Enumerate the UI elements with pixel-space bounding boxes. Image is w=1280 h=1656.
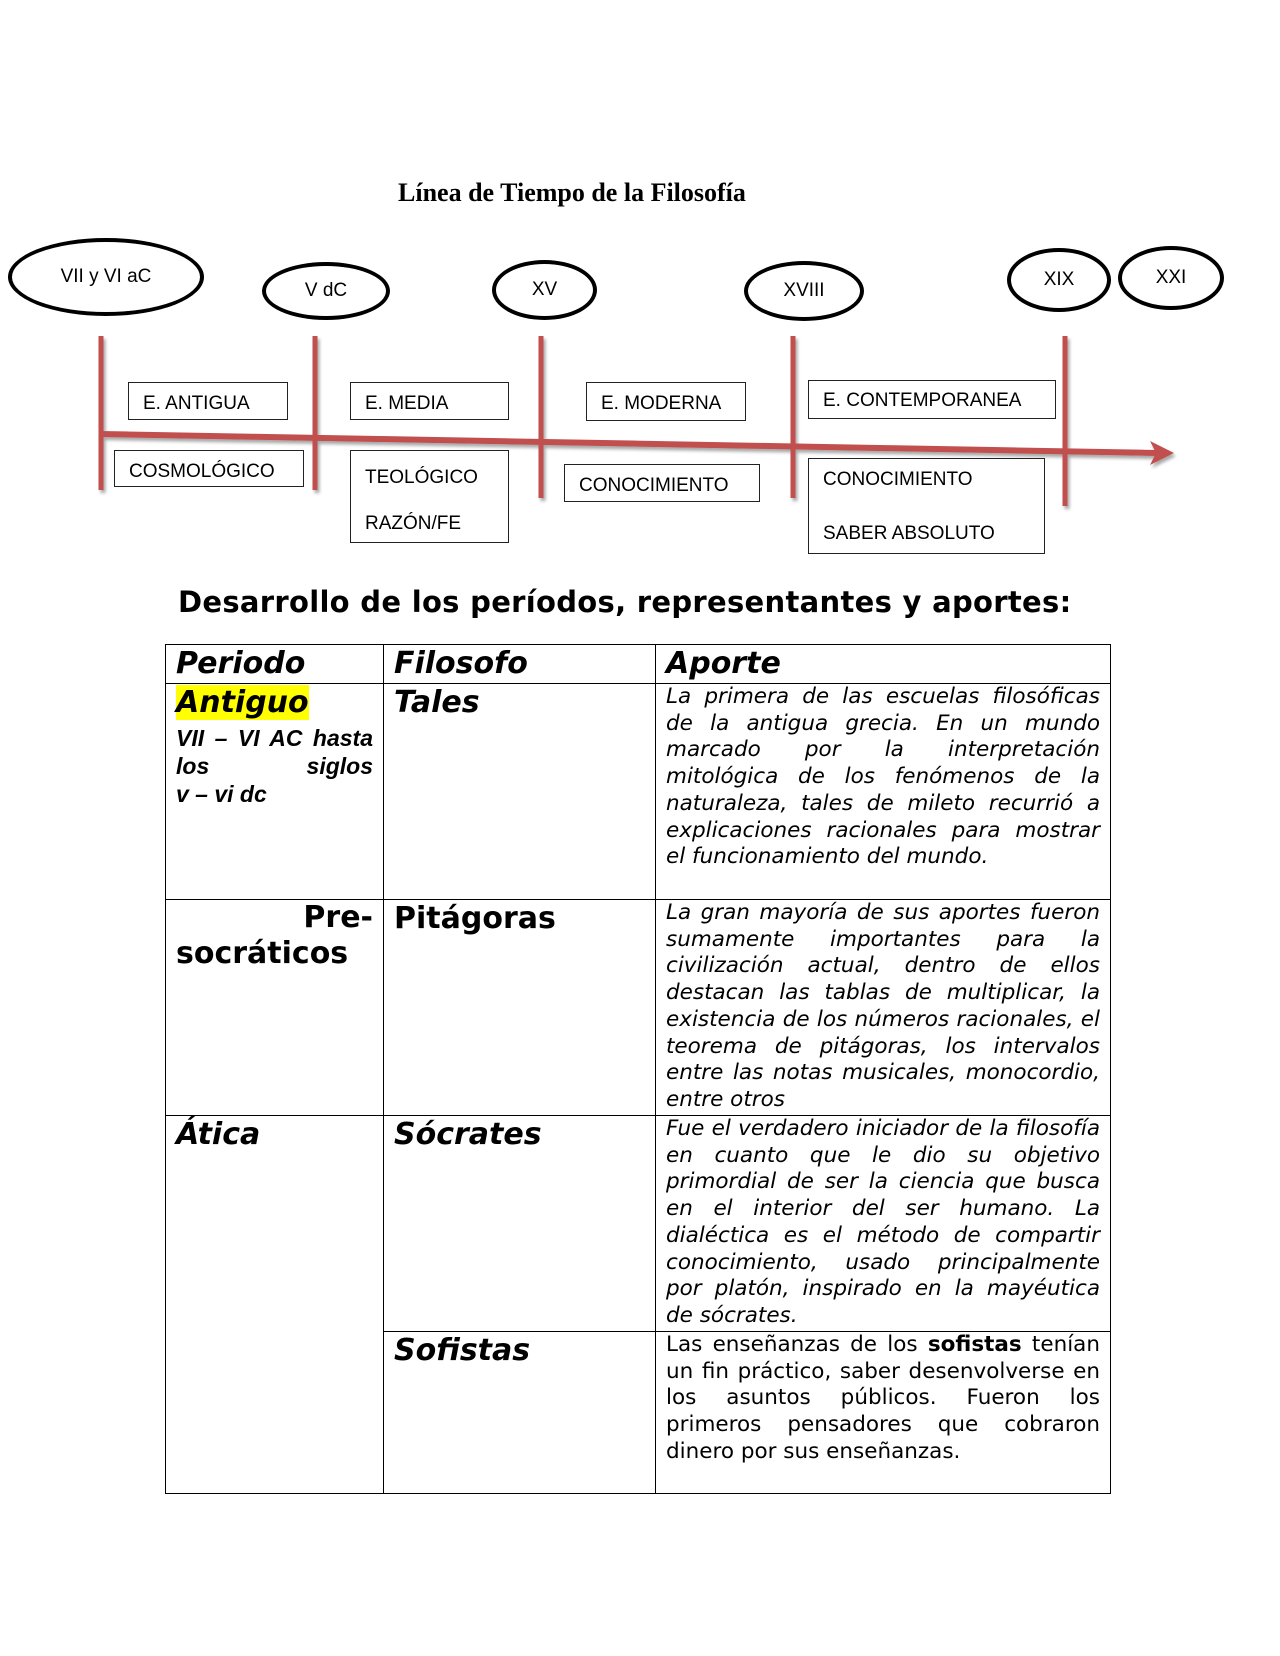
era-oval-xix: XIX (1007, 248, 1111, 312)
period-atica: Ática (176, 1117, 261, 1152)
contribution-tales: La primera de las escuelas filosóficas de la antigua grecia. En un mundo marcado por la interpretación mitológica de los fenómenos de la naturaleza, tales de mileto recurrió a explicaciones racionales para mostrar el funcionamiento del mundo. (666, 684, 1100, 870)
table-row (166, 1116, 1111, 1332)
topic-box-contemporanea (808, 458, 1045, 554)
document-title: Línea de Tiempo de la Filosofía (398, 178, 746, 207)
contribution-sofistas: Las enseñanzas de los sofistas tenían un fin práctico, saber desenvolverse en los asuntos públicos. Fueron los primeros pensadores que cobraron dinero por sus enseñanzas. (666, 1332, 1100, 1464)
topic-box-cosmologico: COSMOLÓGICO (114, 450, 304, 487)
philosopher-sofistas: Sofistas (394, 1333, 531, 1368)
sofistas-bold: sofistas (927, 1332, 1022, 1357)
header-aporte: Aporte (656, 645, 1111, 684)
period-cell (166, 900, 384, 1116)
philosopher-cell (384, 900, 656, 1116)
topic-conocimiento: CONOCIMIENTO (823, 469, 973, 490)
table-header-row (166, 645, 1111, 684)
topic-teologico: TEOLÓGICO (365, 467, 478, 488)
topic-box-conocimiento: CONOCIMIENTO (564, 464, 760, 502)
period-antiguo-dates-end: v – vi dc (176, 781, 267, 807)
topic-razon-fe: RAZÓN/FE (365, 513, 462, 534)
topic-saber-absoluto: SABER ABSOLUTO (823, 523, 995, 544)
period-antiguo: Antiguo (176, 685, 309, 720)
philosopher-tales: Tales (394, 685, 480, 720)
header-periodo: Periodo (166, 645, 384, 684)
section-heading: Desarrollo de los períodos, representantes y aportes: (178, 585, 1072, 619)
contribution-pitagoras: La gran mayoría de sus aportes fueron sumamente importantes para la civilización actual, dentro de ellos destacan las tablas de multiplicar, la existencia de los números racionales, el teorema de pitágoras, los intervalos entre las notas musicales, monocordio, entre otros (666, 900, 1100, 1112)
table-row (166, 684, 1111, 900)
header-filosofo: Filosofo (384, 645, 656, 684)
period-box-media: E. MEDIA (350, 382, 509, 420)
contribution-cell (656, 684, 1111, 900)
philosopher-cell (384, 684, 656, 900)
philosopher-socrates: Sócrates (394, 1117, 542, 1152)
period-box-moderna: E. MODERNA (586, 382, 746, 421)
periods-table (165, 644, 1111, 1494)
contribution-socrates: Fue el verdadero iniciador de la filosofía en cuanto que le dio su objetivo primordial de ser la ciencia que busca en el interior del ser humano. La dialéctica es el método de compartir conocimiento, usado principalmente por platón, inspirado en la mayéutica de sócrates. (666, 1116, 1100, 1328)
era-oval-xviii: XVIII (744, 261, 864, 321)
period-cell (166, 1116, 384, 1494)
era-oval-xxi: XXI (1118, 246, 1224, 310)
table-row (166, 900, 1111, 1116)
era-oval-vii-vi-ac: VII y VI aC (8, 238, 204, 316)
period-presocraticos: Pre- socráticos (176, 900, 373, 971)
contribution-cell (656, 1332, 1111, 1494)
period-cell (166, 684, 384, 900)
philosopher-pitagoras: Pitágoras (394, 901, 556, 936)
contribution-cell (656, 1116, 1111, 1332)
period-antiguo-dates: VII – VI AC hasta los siglos (176, 725, 373, 779)
era-oval-v-dc: V dC (262, 262, 390, 320)
timeline (0, 0, 1280, 560)
period-box-contemporanea: E. CONTEMPORANEA (808, 380, 1056, 419)
topic-box-media (350, 450, 509, 543)
contribution-cell (656, 900, 1111, 1116)
philosopher-cell (384, 1332, 656, 1494)
period-box-antigua: E. ANTIGUA (128, 382, 288, 420)
philosopher-cell (384, 1116, 656, 1332)
era-oval-xv: XV (492, 260, 597, 320)
